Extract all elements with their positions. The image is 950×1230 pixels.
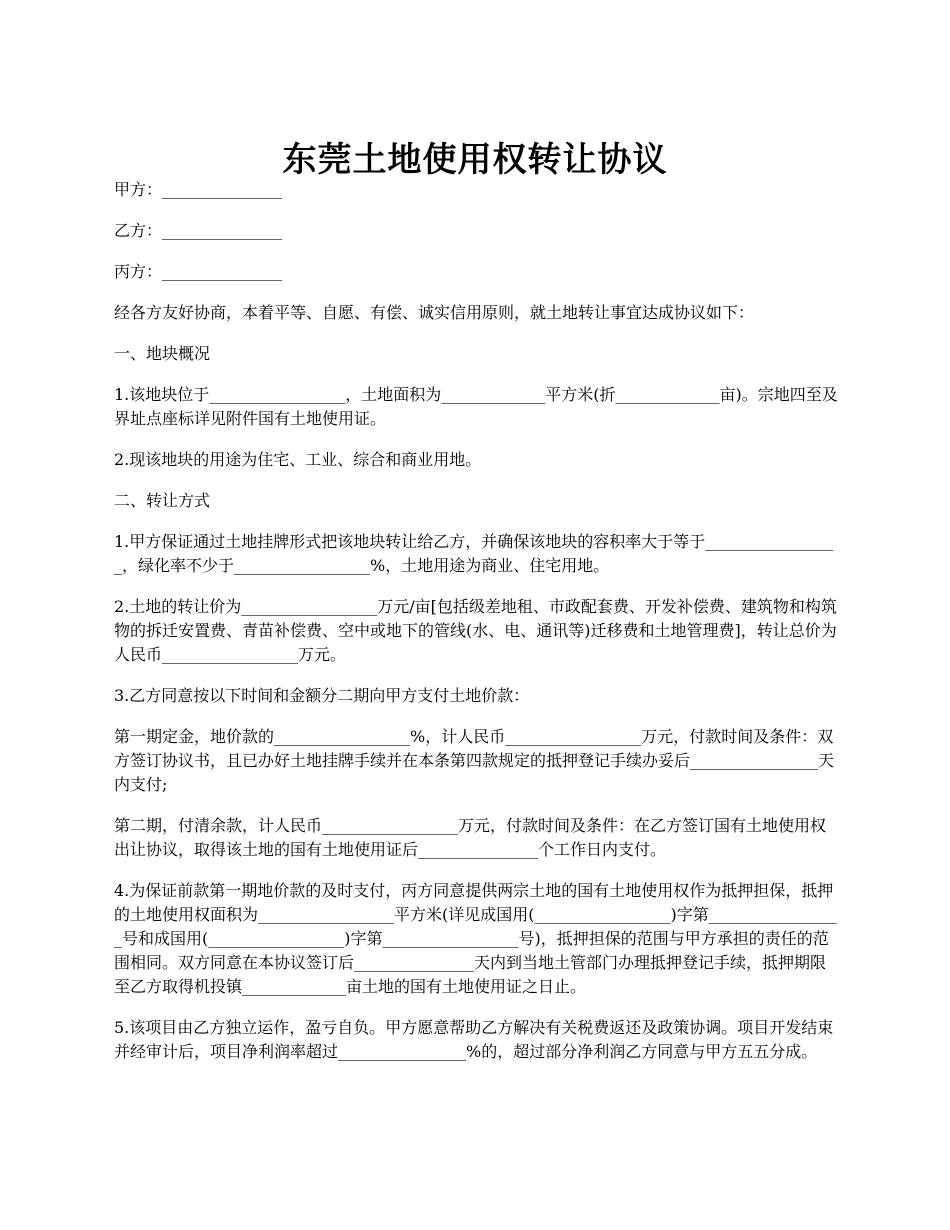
section-heading-transfer-method: 二、转让方式 [114, 491, 211, 510]
clause-mortgage-guarantee: 4.为保证前款第一期地价款的及时支付，丙方同意提供两宗土地的国有土地使用权作为抵押担保，抵押的土地使用权面积为_________________平方米(详见成国用(_________________)字第_________________号和成国用(_________________)字第_________________号)，抵押担保的范围与甲方承担的责任的范围相同。双方同意在本协议签订后_______________天内到当地土管部门办理抵押登记手续，抵押期限至乙方取得机投镇_____________亩土地的国有土地使用证之日止。 [114, 881, 837, 996]
clause-plot-usage: 2.现该地块的用途为住宅、工业、综合和商业用地。 [114, 450, 482, 469]
party-c-line: 丙方：_______________ [114, 262, 283, 281]
section-heading-plot-overview: 一、地块概况 [114, 344, 211, 363]
clause-plot-location: 1.该地块位于_________________，土地面积为_____________平方米(折_____________亩)。宗地四至及界址点座标详见附件国有土地使用证。 [114, 385, 838, 428]
clause-payment-schedule: 3.乙方同意按以下时间和金额分二期向甲方支付土地价款： [114, 686, 530, 705]
clause-profit-sharing: 5.该项目由乙方独立运作，盈亏自负。甲方愿意帮助乙方解决有关税费返还及政策协调。项目开发结束并经审计后，项目净利润率超过________________%的，超过部分净利润乙方同意与甲方五五分成。 [114, 1018, 834, 1061]
clause-first-payment: 第一期定金，地价款的_________________%，计人民币_________________万元，付款时间及条件：双方签订协议书，且已办好土地挂牌手续并在本条第四款规定的抵押登记手续办妥后________________天内支付; [114, 727, 835, 794]
preamble-paragraph: 经各方友好协商，本着平等、自愿、有偿、诚实信用原则，就土地转让事宜达成协议如下： [114, 303, 755, 322]
clause-transfer-price: 2.土地的转让价为_________________万元/亩[包括级差地租、市政配套费、开发补偿费、建筑物和构筑物的拆迁安置费、青苗补偿费、空中或地下的管线(水、电、通讯等)迁移费和土地管理费]，转让总价为人民币_________________万元。 [114, 597, 837, 664]
clause-listing-guarantee: 1.甲方保证通过土地挂牌形式把该地块转让给乙方，并确保该地块的容积率大于等于_________________，绿化率不少于_________________%，土地用途为商业、住宅用地。 [114, 532, 834, 575]
document-body [114, 178, 838, 1081]
party-b-line: 乙方：_______________ [114, 221, 283, 240]
document-title: 东莞土地使用权转让协议 [282, 139, 668, 180]
clause-second-payment: 第二期，付清余款，计人民币_________________万元，付款时间及条件：在乙方签订国有土地使用权出让协议，取得该土地的国有土地使用证后_______________个工作日内支付。 [114, 816, 827, 859]
party-a-line: 甲方：_______________ [114, 180, 283, 199]
